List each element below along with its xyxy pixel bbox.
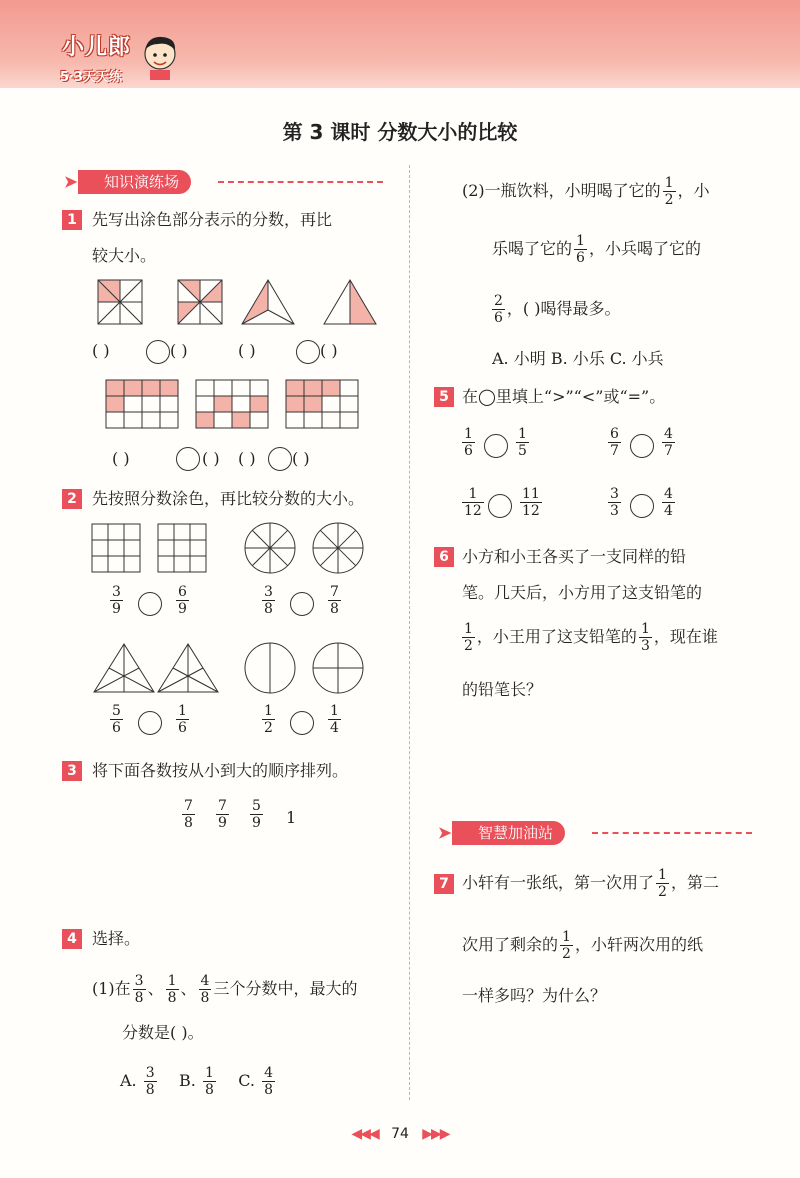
answer-blank[interactable]: ( ): [112, 449, 130, 468]
q4-part2-line3: $\frac{2}{6}$ ，( )喝得最多。: [494, 293, 621, 326]
q4-part2-options: A. 小明 B. 小乐 C. 小兵: [492, 349, 664, 368]
section-dash-line: [218, 181, 383, 183]
q2-text: 先按照分数涂色，再比较分数的大小。: [92, 489, 365, 508]
answer-blank[interactable]: ( ): [202, 449, 220, 468]
q6-text: $\frac{1}{2}$ ，小王用了这支铅笔的 $\frac{1}{3}$ ，现在谁: [464, 621, 718, 654]
question-number: 5: [434, 387, 454, 407]
q1-shapes-row1: [92, 278, 392, 326]
compare-circle[interactable]: [138, 592, 162, 616]
compare-circle[interactable]: [296, 340, 320, 364]
fraction: $\frac{3}{3}$: [610, 486, 619, 519]
fraction: $\frac{1}{12}$: [464, 486, 482, 519]
q5-text: 在◯里填上“>”“<”或“=”。: [462, 387, 666, 406]
answer-blank[interactable]: ( ): [292, 449, 310, 468]
compare-circle[interactable]: [290, 592, 314, 616]
question-number: 6: [434, 547, 454, 567]
section-tag-wisdom: 智慧加油站: [452, 821, 565, 845]
logo: 小儿郎: [62, 35, 132, 60]
mascot-icon: [138, 30, 182, 82]
question-number: 2: [62, 489, 82, 509]
compare-circle[interactable]: [630, 434, 654, 458]
section-dash-line: [592, 832, 752, 834]
compare-circle[interactable]: [484, 434, 508, 458]
compare-circle[interactable]: [290, 711, 314, 735]
compare-circle[interactable]: [176, 447, 200, 471]
q4-part1-options: A. $\frac{3}{8}$ B. $\frac{1}{8}$ C. $\frac{4}{8}$: [120, 1065, 273, 1098]
question-number: 3: [62, 761, 82, 781]
fraction: $\frac{5}{9}$: [252, 798, 261, 831]
answer-blank[interactable]: ( ): [320, 341, 338, 360]
q1-text: 较大小。: [92, 246, 157, 265]
page-title: 第 3 课时 分数大小的比较: [282, 120, 518, 144]
fraction: $\frac{1}{6}$: [178, 703, 187, 736]
q1-shapes-row2: [104, 378, 366, 432]
left-arrows-icon: ◀◀◀: [351, 1126, 378, 1142]
q6-text: 笔。几天后，小方用了这支铅笔的: [462, 583, 703, 602]
column-divider: [409, 165, 410, 1100]
q2-shapes-row1: [90, 522, 390, 578]
q2-shapes-row2: [90, 640, 390, 696]
compare-circle[interactable]: [488, 494, 512, 518]
fraction: $\frac{1}{4}$: [330, 703, 339, 736]
question-number: 7: [434, 874, 454, 894]
answer-blank[interactable]: ( ): [92, 341, 110, 360]
compare-circle[interactable]: [138, 711, 162, 735]
fraction: $\frac{11}{12}$: [522, 486, 540, 519]
fraction: $\frac{6}{9}$: [178, 584, 187, 617]
answer-blank[interactable]: ( ): [238, 449, 256, 468]
q4-part2-line1: (2)一瓶饮料，小明喝了它的 $\frac{1}{2}$ ，小: [462, 175, 710, 208]
section-tag-practice: 知识演练场: [78, 170, 191, 194]
answer-blank[interactable]: ( ): [238, 341, 256, 360]
page-number-bar: [0, 1126, 800, 1142]
page-number: 74: [391, 1126, 409, 1142]
whole-number: 1: [286, 808, 297, 827]
fraction: $\frac{7}{8}$: [330, 584, 339, 617]
q3-text: 将下面各数按从小到大的顺序排列。: [92, 761, 349, 780]
fraction: $\frac{4}{7}$: [664, 426, 673, 459]
fraction: $\frac{7}{9}$: [218, 798, 227, 831]
fraction: $\frac{3}{9}$: [112, 584, 121, 617]
fraction: $\frac{1}{5}$: [518, 426, 527, 459]
compare-circle[interactable]: [268, 447, 292, 471]
q7-text: 一样多吗？为什么？: [462, 986, 607, 1005]
q7-text: 次用了剩余的 $\frac{1}{2}$ ，小轩两次用的纸: [462, 929, 703, 962]
fraction: $\frac{4}{4}$: [664, 486, 673, 519]
fraction: $\frac{3}{8}$: [264, 584, 273, 617]
right-arrows-icon: ▶▶▶: [422, 1126, 449, 1142]
compare-circle[interactable]: [630, 494, 654, 518]
answer-blank[interactable]: ( ): [170, 341, 188, 360]
q4-text: 选择。: [92, 929, 141, 948]
fraction: $\frac{5}{6}$: [112, 703, 121, 736]
fraction: $\frac{7}{8}$: [184, 798, 193, 831]
q1-text: 先写出涂色部分表示的分数，再比: [92, 210, 333, 229]
fraction: $\frac{1}{6}$: [464, 426, 473, 459]
section-arrow-icon: ➤: [438, 823, 452, 842]
q4-part2-line2: 乐喝了它的 $\frac{1}{6}$ ，小兵喝了它的: [492, 233, 701, 266]
fraction: $\frac{6}{7}$: [610, 426, 619, 459]
q6-text: 的铅笔长？: [462, 680, 543, 699]
logo-subtitle: 5·3天天练: [60, 70, 123, 85]
q4-part1-line2: 分数是( )。: [122, 1023, 204, 1042]
fraction: $\frac{1}{2}$: [264, 703, 273, 736]
compare-circle[interactable]: [146, 340, 170, 364]
question-number: 4: [62, 929, 82, 949]
q4-part1-line1: (1)在 $\frac{3}{8}$ 、 $\frac{1}{8}$ 、 $\frac{4}{8}$ 三个分数中，最大的: [92, 973, 358, 1006]
section-arrow-icon: ➤: [64, 172, 78, 191]
question-number: 1: [62, 210, 82, 230]
q6-text: 小方和小王各买了一支同样的铅: [462, 547, 687, 566]
q7-text: 小轩有一张纸，第一次用了 $\frac{1}{2}$ ，第二: [462, 867, 719, 900]
